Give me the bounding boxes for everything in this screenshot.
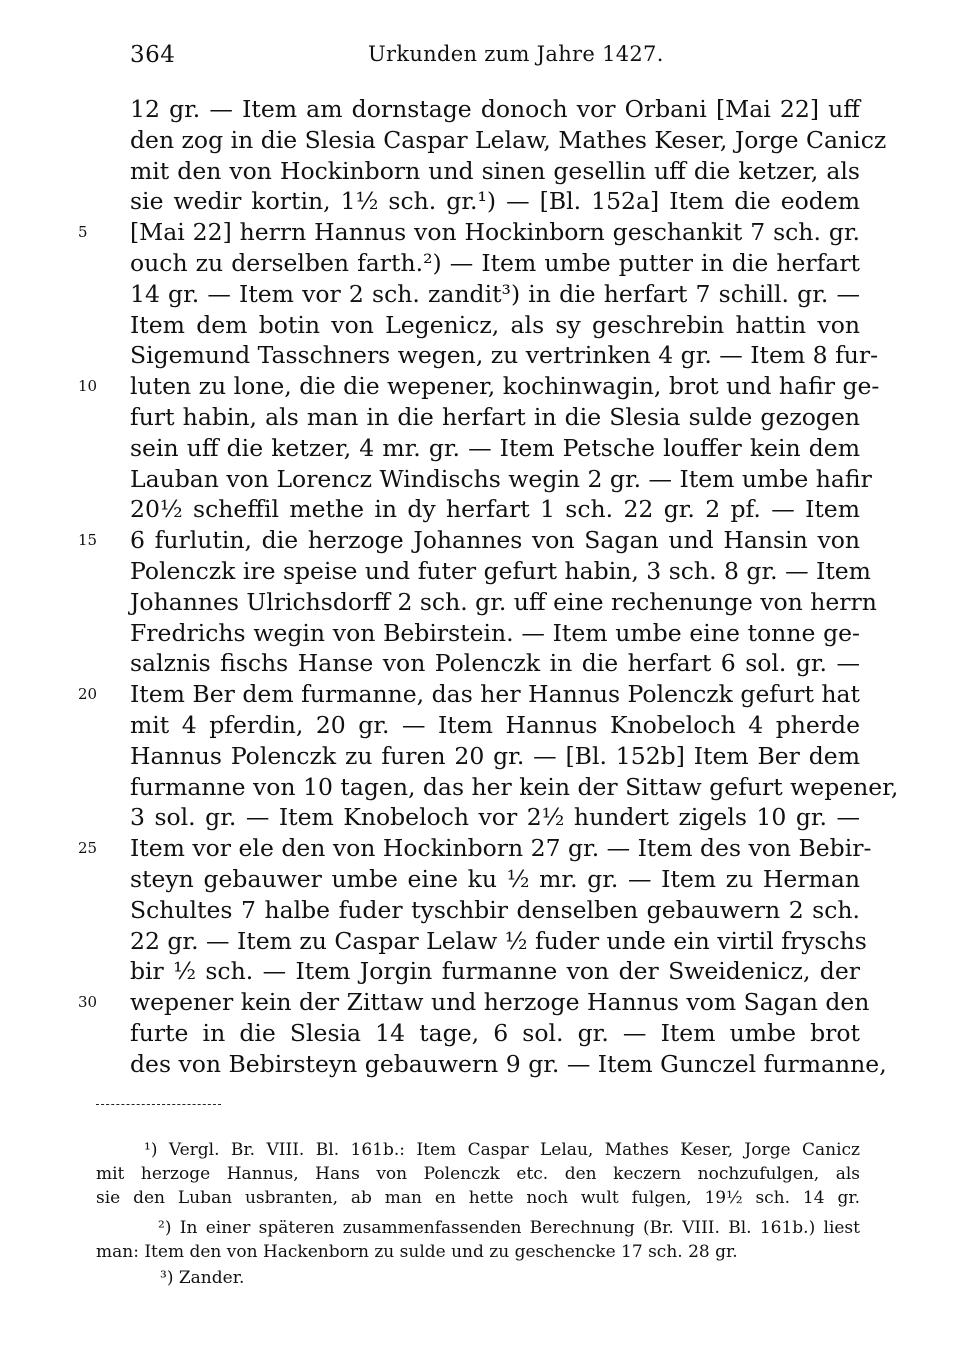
text-line: 3 sol. gr. — Item Knobeloch vor 2½ hundert zigels 10 gr. — bbox=[130, 803, 860, 832]
text-line: mit den von Hockinborn und sinen gesellin uff die ketzer, als bbox=[130, 156, 860, 185]
text-line: furmanne von 10 tagen, das her kein der Sittaw gefurt wepener, bbox=[130, 772, 899, 801]
text-line: Johannes Ulrichsdorff 2 sch. gr. uff eine rechenunge von herrn bbox=[130, 587, 877, 616]
page-number: 364 bbox=[130, 42, 176, 68]
text-line: Schultes 7 halbe fuder tyschbir denselben gebauwern 2 sch. bbox=[130, 895, 860, 924]
line-number: 25 bbox=[78, 839, 98, 858]
text-line: 6 furlutin, die herzoge Johannes von Sagan und Hansin von bbox=[130, 526, 860, 555]
text-line: sein uff die ketzer, 4 mr. gr. — Item Petsche louffer kein dem bbox=[130, 433, 860, 462]
footnote-line: ³) Zander. bbox=[160, 1268, 245, 1288]
text-line: Hannus Polenczk zu furen 20 gr. — [Bl. 152b] Item Ber dem bbox=[130, 741, 860, 770]
footnote-line: sie den Luban usbranten, ab man en hette noch wult fulgen, 19½ sch. 14 gr. bbox=[96, 1188, 860, 1208]
text-line: des von Bebirsteyn gebauwern 9 gr. — Item Gunczel furmanne, bbox=[130, 1049, 887, 1078]
line-number: 20 bbox=[78, 685, 98, 704]
footnote-line: ²) In einer späteren zusammenfassenden Berechnung (Br. VIII. Bl. 161b.) liest bbox=[158, 1218, 860, 1238]
text-line: Sigemund Tasschners wegen, zu vertrinken 4 gr. — Item 8 fur- bbox=[130, 341, 879, 370]
text-line: Item Ber dem furmanne, das her Hannus Polenczk gefurt hat bbox=[130, 680, 860, 709]
text-line: [Mai 22] herrn Hannus von Hockinborn geschankit 7 sch. gr. bbox=[130, 218, 860, 247]
footnote-line: mit herzoge Hannus, Hans von Polenczk etc. den keczern nochzufulgen, als bbox=[96, 1164, 860, 1184]
text-line: den zog in die Slesia Caspar Lelaw, Mathes Keser, Jorge Canicz bbox=[130, 125, 887, 154]
text-line: steyn gebauwer umbe eine ku ½ mr. gr. — Item zu Herman bbox=[130, 865, 860, 893]
running-head bbox=[130, 38, 860, 78]
line-number: 5 bbox=[78, 223, 88, 242]
text-line: 14 gr. — Item vor 2 sch. zandit³) in die herfart 7 schill. gr. — bbox=[130, 279, 860, 308]
running-title: Urkunden zum Jahre 1427. bbox=[368, 42, 664, 66]
text-line: Item dem botin von Legenicz, als sy geschrebin hattin von bbox=[130, 310, 860, 339]
text-line: salznis fischs Hanse von Polenczk in die herfart 6 sol. gr. — bbox=[130, 649, 860, 678]
line-number: 15 bbox=[78, 531, 98, 550]
text-line: bir ½ sch. — Item Jorgin furmanne von der Sweidenicz, der bbox=[130, 957, 860, 986]
line-number: 30 bbox=[78, 993, 98, 1012]
line-number: 10 bbox=[78, 377, 98, 396]
footnote-line: man: Item den von Hackenborn zu sulde und zu geschencke 17 sch. 28 gr. bbox=[96, 1242, 738, 1262]
footnote-line: ¹) Vergl. Br. VIII. Bl. 161b.: Item Caspar Lelau, Mathes Keser, Jorge Canicz bbox=[144, 1140, 860, 1160]
text-line: ouch zu derselben farth.²) — Item umbe putter in die herfart bbox=[130, 249, 860, 277]
text-line: furt habin, als man in die herfart in die Slesia sulde gezogen bbox=[130, 403, 860, 431]
text-line: 12 gr. — Item am dornstage donoch vor Orbani [Mai 22] uff bbox=[130, 95, 860, 123]
text-line: sie wedir kortin, 1½ sch. gr.¹) — [Bl. 152a] Item die eodem bbox=[130, 187, 860, 216]
text-line: wepener kein der Zittaw und herzoge Hannus vom Sagan den bbox=[130, 988, 870, 1017]
text-line: Item vor ele den von Hockinborn 27 gr. — Item des von Bebir- bbox=[130, 834, 872, 863]
text-line: Lauban von Lorencz Windischs wegin 2 gr. — Item umbe hafir bbox=[130, 464, 872, 493]
text-line: Polenczk ire speise und futer gefurt habin, 3 sch. 8 gr. — Item bbox=[130, 557, 871, 585]
text-line: 22 gr. — Item zu Caspar Lelaw ½ fuder unde ein virtil fryschs bbox=[130, 926, 867, 955]
text-line: furte in die Slesia 14 tage, 6 sol. gr. — Item umbe brot bbox=[130, 1019, 860, 1047]
text-line: mit 4 pferdin, 20 gr. — Item Hannus Knobeloch 4 pherde bbox=[130, 711, 860, 739]
text-line: 20½ scheffil methe in dy herfart 1 sch. 22 gr. 2 pf. — Item bbox=[130, 495, 860, 524]
text-line: Fredrichs wegin von Bebirstein. — Item umbe eine tonne ge- bbox=[130, 618, 860, 647]
footnote-rule bbox=[96, 1104, 221, 1105]
text-line: luten zu lone, die die wepener, kochinwagin, brot und hafir ge- bbox=[130, 372, 880, 401]
